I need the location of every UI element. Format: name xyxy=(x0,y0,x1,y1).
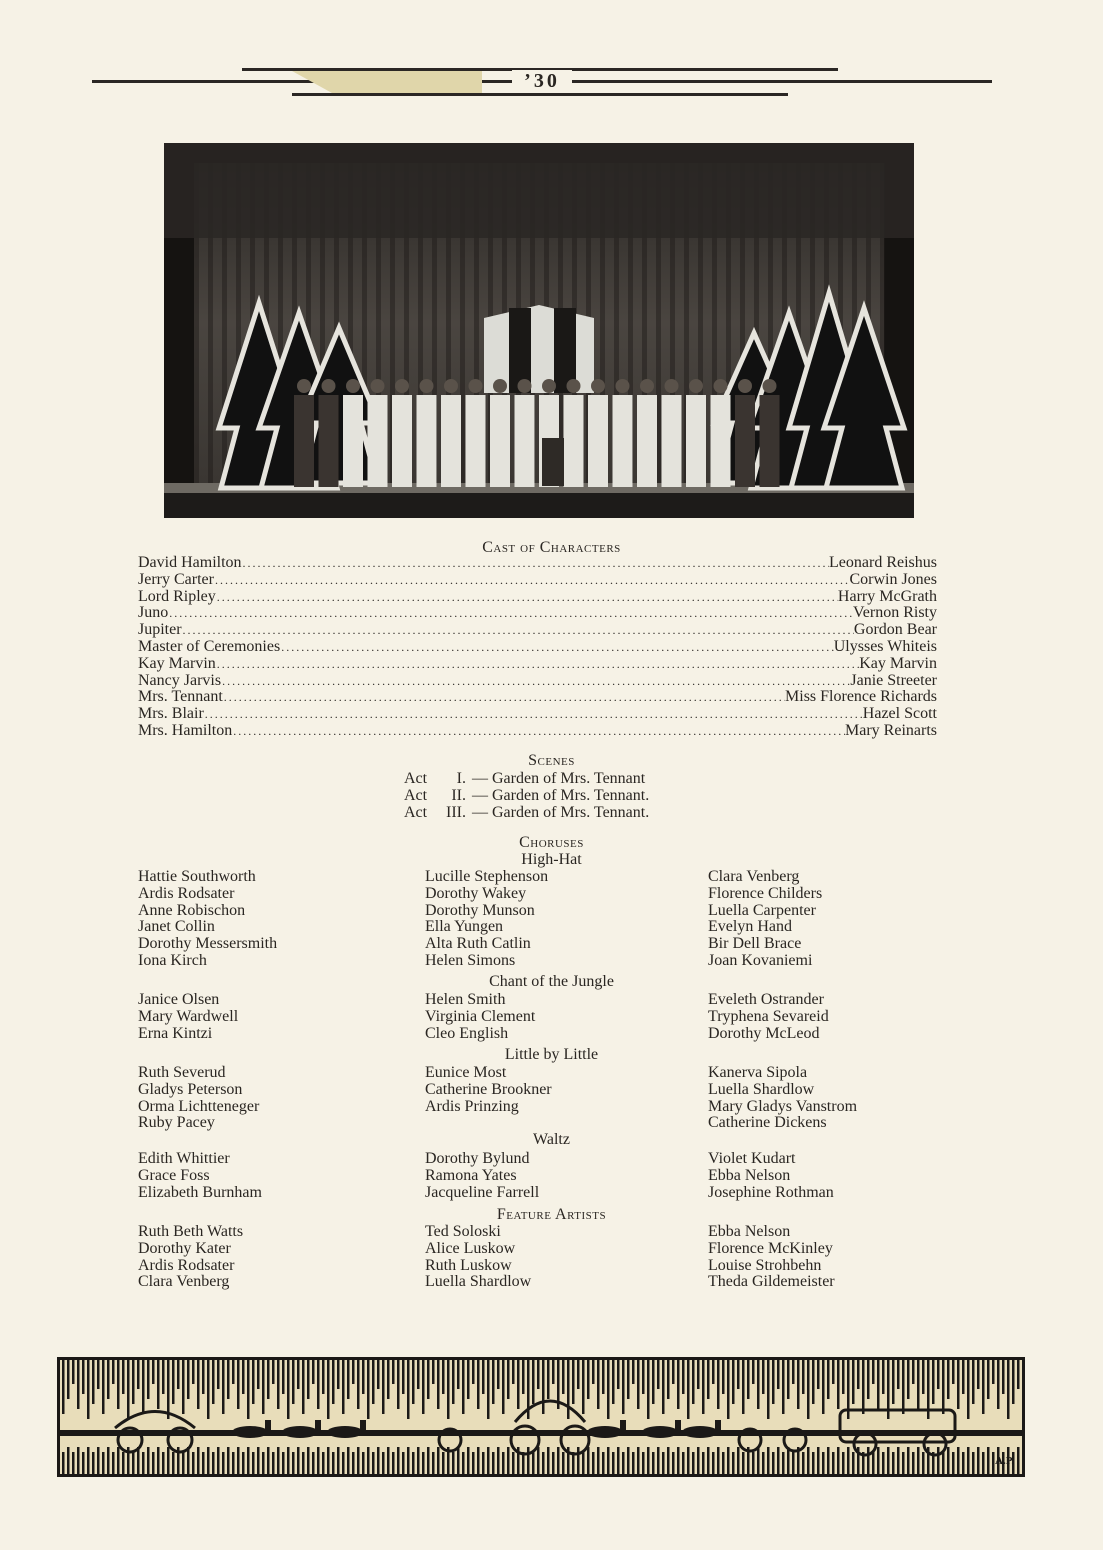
chorus-member: Ruth Beth Watts xyxy=(138,1223,244,1240)
page-header xyxy=(92,64,992,102)
chorus-member: Anne Robischon xyxy=(138,901,246,919)
leader-dots xyxy=(221,673,850,690)
chorus-member: Iona Kirch xyxy=(138,951,207,969)
cast-row xyxy=(138,555,937,572)
scene-row xyxy=(404,788,649,805)
cast-row xyxy=(138,656,937,673)
cast-actor: Kay Marvin xyxy=(859,655,937,672)
scene-act: Act xyxy=(404,770,428,787)
leader-dots xyxy=(204,706,863,723)
cast-actor: Corwin Jones xyxy=(849,571,937,588)
chorus-member: Ebba Nelson xyxy=(708,1223,791,1240)
chorus-member: Helen Simons xyxy=(425,951,516,969)
scene-number: I. xyxy=(456,770,466,787)
chorus-member: Dorothy Messersmith xyxy=(138,935,278,953)
chorus-member: Helen Smith xyxy=(425,991,506,1008)
cast-actor: Miss Florence Richards xyxy=(785,689,937,706)
chorus-member: Mary Wardwell xyxy=(138,1007,239,1025)
chorus-member: Ted Soloski xyxy=(425,1223,501,1240)
chorus-member: Ardis Rodsater xyxy=(138,884,235,902)
cast-actor: Vernon Risty xyxy=(853,605,937,622)
leader-dots xyxy=(232,723,845,740)
chorus-member: Alta Ruth Catlin xyxy=(425,935,531,953)
leader-dots xyxy=(280,639,834,656)
scene-act: Act xyxy=(404,803,428,821)
chorus-member: Ruth Luskow xyxy=(425,1256,512,1274)
chorus-member: Violet Kudart xyxy=(708,1150,796,1167)
leader-dots xyxy=(216,589,838,606)
cast-row xyxy=(138,723,937,740)
chorus-member: Ella Yungen xyxy=(425,918,504,936)
cast-actor: Mary Reinarts xyxy=(845,722,937,739)
chorus-member: Mary Gladys Vanstrom xyxy=(708,1097,858,1115)
scene-text: — Garden of Mrs. Tennant. xyxy=(472,786,650,804)
chorus-member: Ebba Nelson xyxy=(708,1166,791,1184)
leader-dots xyxy=(214,572,849,589)
cast-role: Kay Marvin xyxy=(138,655,216,672)
cast-list xyxy=(138,555,937,740)
cast-role: Mrs. Tennant xyxy=(138,689,223,706)
year-label: ’30 xyxy=(512,70,572,92)
chorus-column xyxy=(138,992,238,1042)
scene-row xyxy=(404,805,649,822)
chorus-member: Janice Olsen xyxy=(138,991,220,1008)
chorus-member: Erna Kintzi xyxy=(138,1024,213,1042)
chorus-member: Florence McKinley xyxy=(708,1239,833,1257)
chorus-member: Clara Venberg xyxy=(138,1273,230,1291)
chorus-column xyxy=(425,1224,531,1291)
scene-act: Act xyxy=(404,786,428,804)
chorus-column xyxy=(138,1065,259,1132)
frieze-signature: A.P. xyxy=(995,1455,1015,1467)
cast-heading: Cast of Characters xyxy=(482,539,621,556)
choruses-heading: Choruses xyxy=(519,834,584,851)
scene-text: — Garden of Mrs. Tennant xyxy=(472,770,646,787)
scene-row xyxy=(404,771,649,788)
chorus-column xyxy=(425,1065,552,1115)
chorus-member: Hattie Southworth xyxy=(138,868,256,885)
cast-row xyxy=(138,673,937,690)
chorus-member: Kanerva Sipola xyxy=(708,1064,808,1081)
cast-actor: Gordon Bear xyxy=(853,622,937,639)
leader-dots xyxy=(216,656,859,673)
chorus-member: Ardis Rodsater xyxy=(138,1256,235,1274)
chorus-member: Theda Gildemeister xyxy=(708,1273,835,1291)
cast-row xyxy=(138,572,937,589)
chorus-member: Ramona Yates xyxy=(425,1166,517,1184)
chorus-group-heading: Waltz xyxy=(533,1131,570,1148)
chorus-column xyxy=(425,1151,539,1201)
chorus-member: Dorothy Bylund xyxy=(425,1150,530,1167)
chorus-column xyxy=(425,869,548,970)
scene-number: III. xyxy=(446,803,466,821)
scenes-heading: Scenes xyxy=(528,752,575,769)
chorus-column xyxy=(708,1224,835,1291)
cast-row xyxy=(138,639,937,656)
cast-actor: Leonard Reishus xyxy=(829,555,937,571)
decorative-frieze xyxy=(57,1357,1025,1477)
chorus-member: Eveleth Ostrander xyxy=(708,991,824,1008)
chorus-member: Bir Dell Brace xyxy=(708,935,802,953)
chorus-column xyxy=(425,992,535,1042)
chorus-member: Janet Collin xyxy=(138,918,215,936)
cast-role: Juno xyxy=(138,605,169,622)
chorus-column xyxy=(138,1151,262,1201)
cast-role: Jupiter xyxy=(138,622,182,639)
chorus-column xyxy=(138,1224,243,1291)
chorus-member: Joan Kovaniemi xyxy=(708,951,813,969)
cast-role: Nancy Jarvis xyxy=(138,672,222,689)
chorus-member: Catherine Brookner xyxy=(425,1080,552,1098)
cast-role: David Hamilton xyxy=(138,555,242,571)
leader-dots xyxy=(242,555,829,572)
cast-role: Mrs. Hamilton xyxy=(138,722,233,739)
chorus-member: Jacqueline Farrell xyxy=(425,1183,540,1201)
chorus-member: Alice Luskow xyxy=(425,1239,516,1257)
chorus-member: Evelyn Hand xyxy=(708,918,792,936)
leader-dots xyxy=(182,622,854,639)
chorus-member: Luella Shardlow xyxy=(425,1273,532,1291)
cast-role: Mrs. Blair xyxy=(138,706,204,723)
chorus-member: Luella Shardlow xyxy=(708,1080,815,1098)
chorus-member: Dorothy Munson xyxy=(425,901,535,919)
chorus-member: Ardis Prinzing xyxy=(425,1097,519,1115)
chorus-column xyxy=(708,992,829,1042)
scene-number: II. xyxy=(451,786,466,804)
cast-role: Master of Ceremonies xyxy=(138,638,281,655)
chorus-column xyxy=(708,1065,857,1132)
chorus-member: Virginia Clement xyxy=(425,1007,536,1025)
cast-role: Lord Ripley xyxy=(138,588,216,605)
cast-actor: Hazel Scott xyxy=(862,706,937,723)
chorus-group-heading: Feature Artists xyxy=(496,1206,607,1223)
chorus-member: Cleo English xyxy=(425,1024,509,1042)
chorus-member: Eunice Most xyxy=(425,1064,507,1081)
cast-role: Jerry Carter xyxy=(138,571,214,588)
chorus-member: Dorothy Wakey xyxy=(425,884,527,902)
chorus-member: Tryphena Sevareid xyxy=(708,1007,829,1025)
chorus-group-heading: High-Hat xyxy=(521,851,582,868)
chorus-group-heading: Little by Little xyxy=(504,1046,599,1063)
scene-text: — Garden of Mrs. Tennant. xyxy=(472,803,650,821)
chorus-member: Dorothy McLeod xyxy=(708,1024,820,1042)
chorus-member: Ruth Severud xyxy=(138,1064,226,1081)
chorus-member: Josephine Rothman xyxy=(708,1183,834,1201)
chorus-member: Orma Lichtteneger xyxy=(138,1097,260,1115)
cast-row xyxy=(138,589,937,606)
chorus-column xyxy=(708,869,822,970)
chorus-member: Catherine Dickens xyxy=(708,1114,827,1132)
chorus-column xyxy=(708,1151,834,1201)
chorus-column xyxy=(138,869,277,970)
chorus-member: Florence Childers xyxy=(708,884,823,902)
chorus-member: Grace Foss xyxy=(138,1166,210,1184)
cast-row xyxy=(138,689,937,706)
cast-actor: Janie Streeter xyxy=(850,672,937,689)
leader-dots xyxy=(223,689,785,706)
stage-photograph xyxy=(164,143,914,518)
chorus-member: Elizabeth Burnham xyxy=(138,1183,262,1201)
chorus-member: Gladys Peterson xyxy=(138,1080,243,1098)
chorus-member: Luella Carpenter xyxy=(708,901,816,919)
chorus-group-heading: Chant of the Jungle xyxy=(489,973,614,990)
chorus-member: Clara Venberg xyxy=(708,868,800,885)
cast-actor: Ulysses Whiteis xyxy=(833,638,937,655)
scenes-list xyxy=(404,771,649,821)
cast-row xyxy=(138,622,937,639)
chorus-member: Ruby Pacey xyxy=(138,1114,215,1132)
cast-actor: Harry McGrath xyxy=(837,588,937,605)
leader-dots xyxy=(168,605,853,622)
chorus-member: Louise Strohbehn xyxy=(708,1256,822,1274)
chorus-member: Edith Whittier xyxy=(138,1150,230,1167)
chorus-member: Lucille Stephenson xyxy=(425,868,549,885)
cast-row xyxy=(138,706,937,723)
cast-row xyxy=(138,605,937,622)
chorus-member: Dorothy Kater xyxy=(138,1239,231,1257)
